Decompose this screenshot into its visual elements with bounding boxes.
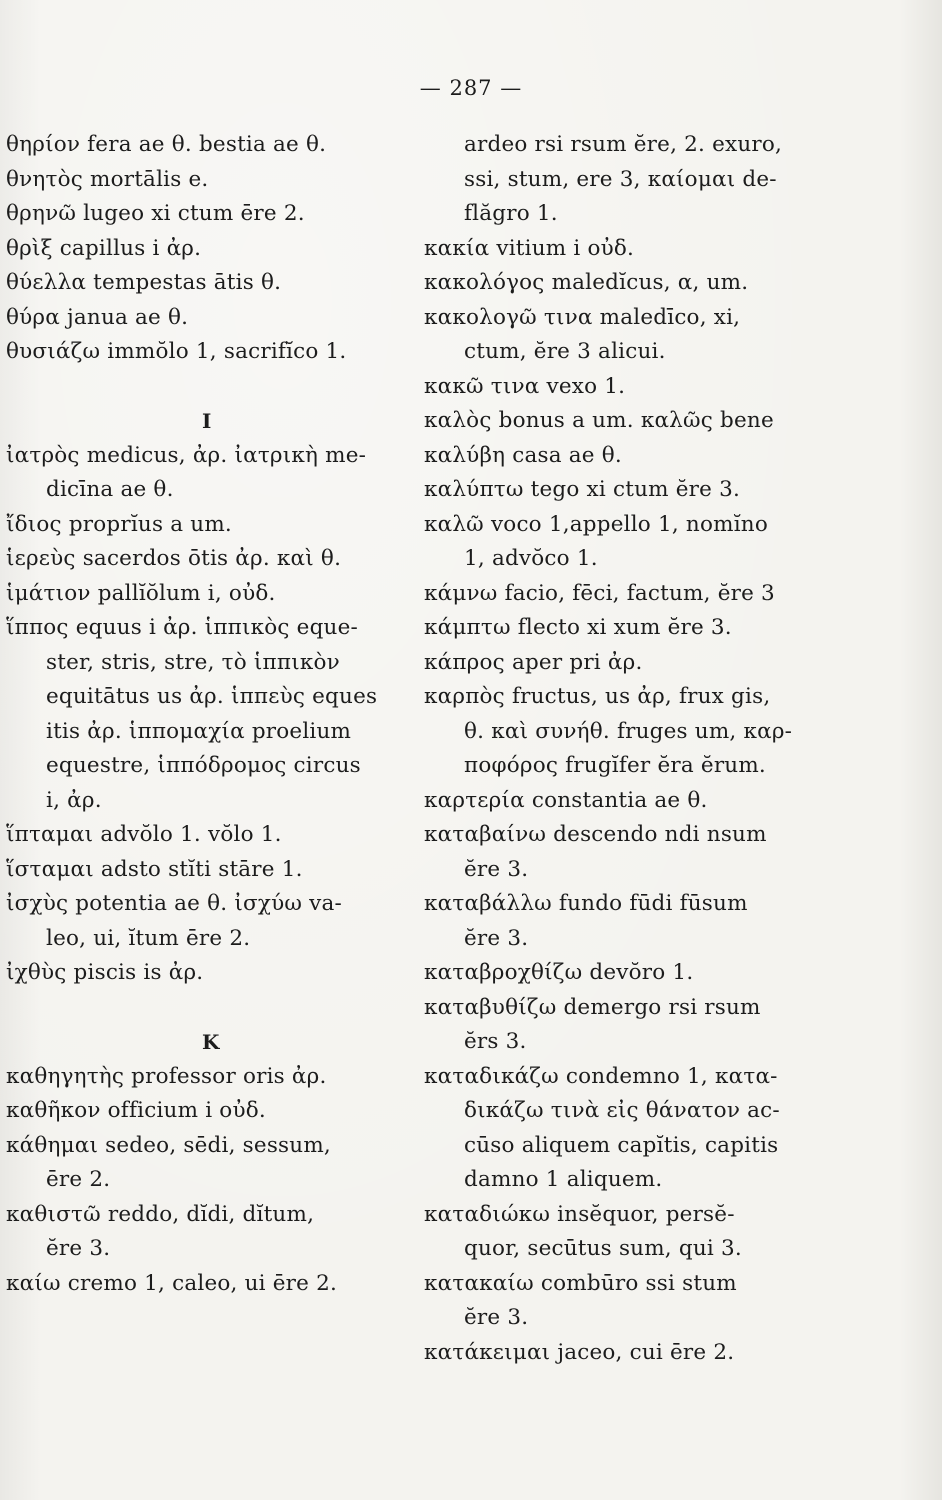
entry-continuation-line: ĕre 3. xyxy=(46,1236,111,1261)
dictionary-entry-line: καταβάλλω fundo fūdi fūsum xyxy=(424,891,748,916)
dictionary-entry-line: κάμπτω flecto xi xum ĕre 3. xyxy=(424,615,732,640)
section-letter: Ι xyxy=(202,409,212,433)
entry-continuation-line: leo, ui, ĭtum ēre 2. xyxy=(46,925,251,951)
dictionary-entry-line: κατάκειμαι jaceo, cui ēre 2. xyxy=(424,1339,735,1365)
dictionary-entry-line: καθηγητὴς professor oris ἀρ. xyxy=(6,1063,327,1089)
left-column xyxy=(6,128,406,1301)
dictionary-entry-line: κακῶ τινα vexo 1. xyxy=(424,373,626,399)
dictionary-entry-line: θύελλα tempestas ātis θ. xyxy=(6,270,282,295)
entry-continuation-line: dicīna ae θ. xyxy=(46,477,174,502)
dictionary-entry-line: ἵσταμαι adsto stĭti stāre 1. xyxy=(6,856,303,882)
dictionary-entry-line: θυσιάζω immŏlo 1, sacrifĭco 1. xyxy=(6,339,347,364)
dictionary-entry-line: κακία vitium i οὐδ. xyxy=(424,235,635,261)
dictionary-entry-line: καταβροχθίζω devŏro 1. xyxy=(424,960,694,985)
dictionary-entry-line: καταβαίνω descendo ndi nsum xyxy=(424,822,767,847)
dictionary-entry-line: κάθημαι sedeo, sēdi, sessum, xyxy=(6,1132,331,1158)
entry-continuation-line: flăgro 1. xyxy=(464,201,558,226)
dictionary-entry-line: θηρίον fera ae θ. bestia ae θ. xyxy=(6,132,327,157)
entry-continuation-line: ssi, stum, ere 3, καίομαι de- xyxy=(464,166,777,192)
dictionary-entry-line: κακολόγος maledĭcus, α, um. xyxy=(424,270,749,295)
dictionary-entry-line xyxy=(6,370,406,405)
page-number: — 287 — xyxy=(419,76,523,100)
dictionary-entry-line: καλύπτω tego xi ctum ĕre 3. xyxy=(424,477,741,502)
dictionary-entry-line: θνητὸς mortālis e. xyxy=(6,166,209,192)
entry-continuation-line: quor, secūtus sum, qui 3. xyxy=(464,1236,742,1261)
dictionary-entry-line: καλύβη casa ae θ. xyxy=(424,442,622,468)
entry-continuation-line: ēre 2. xyxy=(46,1167,111,1192)
dictionary-entry-line: καλῶ voco 1,appello 1, nomĭno xyxy=(424,511,768,537)
dictionary-entry-line: καταδικάζω condemno 1, κατα- xyxy=(424,1063,778,1089)
dictionary-entry-line: κάμνω facio, fēci, factum, ĕre 3 xyxy=(424,580,775,606)
entry-continuation-line: equestre, ἱππόδρομος circus xyxy=(46,753,361,778)
dictionary-entry-line: ἵππος equus i ἀρ. ἱππικὸς eque- xyxy=(6,615,358,640)
dictionary-entry-line: ἰχθὺς piscis is ἀρ. xyxy=(6,960,204,985)
entry-continuation-line: θ. καὶ συνήθ. fruges um, καρ- xyxy=(464,718,793,744)
entry-continuation-line: ĕre 3. xyxy=(464,1305,529,1330)
entry-continuation-line: ster, stris, stre, τὸ ἱππικὸν xyxy=(46,649,340,675)
entry-continuation-line: ĕre 3. xyxy=(464,925,529,951)
entry-continuation-line: ardeo rsi rsum ĕre, 2. exuro, xyxy=(464,132,783,157)
dictionary-entry-line: ἱμάτιον pallĭŏlum i, οὐδ. xyxy=(6,580,276,606)
dictionary-entry-line: καθῆκον officium i οὐδ. xyxy=(6,1098,266,1123)
entry-continuation-line: 1, advŏco 1. xyxy=(464,546,598,571)
dictionary-entry-line: κατακαίω combūro ssi stum xyxy=(424,1270,737,1296)
entry-continuation-line: i, ἀρ. xyxy=(46,787,102,813)
dictionary-entry-line: καθιστῶ reddo, dĭdi, dĭtum, xyxy=(6,1201,315,1227)
entry-continuation-line: δικάζω τινὰ εἰς θάνατον ac- xyxy=(464,1098,780,1123)
entry-continuation-line: ποφόρος frugĭfer ĕra ĕrum. xyxy=(464,753,766,778)
dictionary-entry-line: θρηνῶ lugeo xi ctum ēre 2. xyxy=(6,201,305,226)
dictionary-entry-line xyxy=(6,991,406,1026)
dictionary-entry-line: θύρα janua ae θ. xyxy=(6,304,189,330)
section-letter: Κ xyxy=(202,1030,220,1054)
dictionary-entry-line: ἰατρὸς medicus, ἀρ. ἰατρικὴ me- xyxy=(6,442,367,468)
entry-continuation-line: damno 1 aliquem. xyxy=(464,1167,663,1192)
dictionary-entry-line: καταβυθίζω demergo rsi rsum xyxy=(424,994,761,1020)
entry-continuation-line: ĕrs 3. xyxy=(464,1029,527,1054)
dictionary-entry-line: ἱερεὺς sacerdos ōtis ἀρ. καὶ θ. xyxy=(6,546,342,571)
dictionary-entry-line: ἴδιος proprĭus a um. xyxy=(6,511,232,537)
dictionary-entry-line: καρπὸς fructus, us ἀρ, frux gis, xyxy=(424,684,771,709)
entry-continuation-line: cūso aliquem capĭtis, capitis xyxy=(464,1132,779,1158)
dictionary-entry-line: ἵπταμαι advŏlo 1. vŏlo 1. xyxy=(6,822,282,847)
dictionary-entry-line: θρὶξ capillus i ἀρ. xyxy=(6,235,202,261)
dictionary-entry-line: καρτερία constantia ae θ. xyxy=(424,787,708,813)
dictionary-entry-line: καλὸς bonus a um. καλῶς bene xyxy=(424,408,774,433)
entry-continuation-line: equitātus us ἀρ. ἱππεὺς eques xyxy=(46,684,378,709)
entry-continuation-line: ctum, ĕre 3 alicui. xyxy=(464,339,666,364)
entry-continuation-line: itis ἀρ. ἱππομαχία proelium xyxy=(46,718,352,744)
dictionary-entry-line: ἰσχὺς potentia ae θ. ἰσχύω va- xyxy=(6,891,342,916)
dictionary-entry-line: καταδιώκω insĕquor, persĕ- xyxy=(424,1201,735,1227)
dictionary-entry-line: κάπρος aper pri ἀρ. xyxy=(424,649,643,675)
entry-continuation-line: ĕre 3. xyxy=(464,856,529,882)
dictionary-entry-line: κακολογῶ τινα maledīco, xi, xyxy=(424,304,741,330)
right-column xyxy=(424,128,836,1370)
dictionary-entry-line: καίω cremo 1, caleo, ui ēre 2. xyxy=(6,1270,338,1296)
